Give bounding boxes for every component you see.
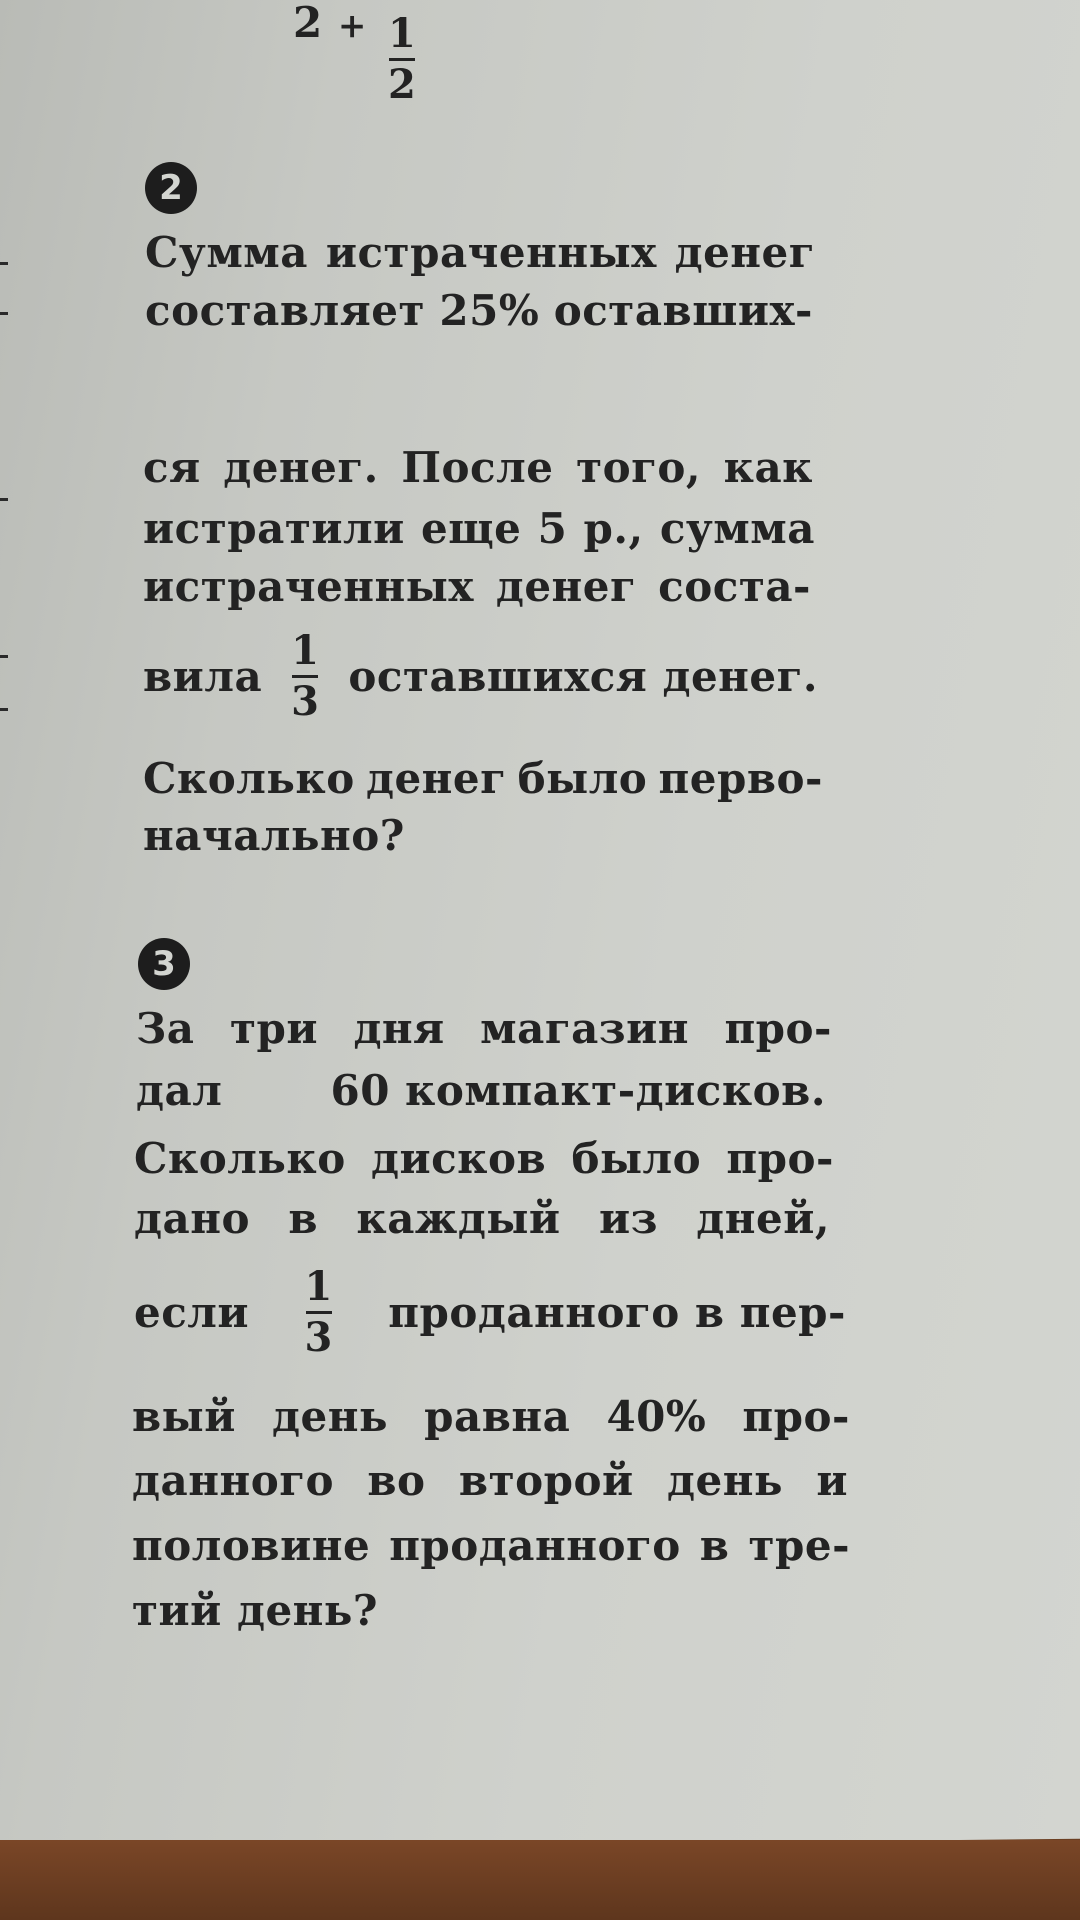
word: ся: [143, 443, 201, 492]
margin-mark: [0, 498, 8, 501]
problem-2-line-3: [143, 443, 813, 492]
problem-2-line-6: [143, 627, 818, 725]
word: Сумма: [145, 228, 308, 277]
problem-3-line-1: [136, 1004, 832, 1053]
expr-numerator: 1: [387, 10, 417, 57]
word: денег: [674, 228, 815, 277]
word: если: [134, 1287, 250, 1337]
fraction-one-third: [291, 627, 320, 725]
word: начально?: [143, 811, 405, 860]
expr-plus: +: [337, 6, 367, 46]
word: про-: [742, 1392, 850, 1441]
word: еще: [420, 504, 522, 553]
word: денег.: [223, 443, 379, 492]
word: тий день?: [132, 1586, 379, 1635]
word: половине: [132, 1521, 371, 1570]
wooden-table-edge: [0, 1840, 1080, 1920]
problem-2-line-5: [143, 562, 811, 611]
fraction-denominator: 3: [291, 678, 320, 725]
word: истратили: [143, 504, 405, 553]
word: дано: [134, 1194, 250, 1243]
word: день: [667, 1456, 783, 1505]
problem-3-line-5: [134, 1263, 846, 1361]
word: дал: [136, 1066, 223, 1115]
word: проданного: [389, 1521, 681, 1570]
word: оставшихся денег.: [348, 651, 818, 701]
word: в: [288, 1194, 319, 1243]
word: день: [272, 1392, 389, 1441]
word: дня: [353, 1004, 445, 1053]
problem-2-line-7: [143, 754, 823, 803]
word: р.,: [583, 504, 644, 553]
word: соста-: [658, 562, 811, 611]
word: денег: [495, 562, 637, 611]
problem-3-number: 3: [152, 944, 176, 984]
word: перво-: [658, 754, 823, 803]
word: За: [136, 1004, 195, 1053]
word: вила: [143, 651, 263, 701]
expr-whole: 2: [293, 0, 323, 47]
word: в: [699, 1521, 730, 1570]
word: во: [367, 1456, 426, 1505]
word: три: [229, 1004, 318, 1053]
expr-fraction: [387, 10, 417, 108]
word: После: [401, 443, 554, 492]
word: Сколько: [143, 754, 355, 803]
problem-3-line-4: [134, 1194, 830, 1243]
margin-mark: [0, 312, 8, 315]
problem-2-line-1: [145, 228, 815, 277]
header-expression: [293, 2, 422, 106]
problem-3-line-6: [132, 1392, 850, 1441]
word: сумма: [659, 504, 815, 553]
word: денег: [365, 754, 507, 803]
word: как: [723, 443, 813, 492]
word: проданного в пер-: [388, 1287, 846, 1337]
problem-3-line-3: [134, 1134, 834, 1183]
word: 40%: [606, 1392, 707, 1441]
word: Сколько: [134, 1134, 346, 1183]
problem-2-number-badge: [145, 162, 197, 214]
margin-mark: [0, 655, 8, 658]
word: второй: [458, 1456, 634, 1505]
problem-3-line-2: [136, 1066, 826, 1115]
word: равна: [424, 1392, 571, 1441]
problem-3-line-9: [132, 1586, 379, 1635]
fraction-denominator: 3: [304, 1314, 333, 1361]
word: составляет: [145, 286, 425, 335]
problem-3-line-7: [132, 1456, 848, 1505]
problem-2-number: 2: [159, 168, 183, 208]
word: и: [816, 1456, 848, 1505]
word: 5: [537, 504, 568, 553]
word: про-: [724, 1004, 832, 1053]
word: тре-: [748, 1521, 850, 1570]
word: было: [517, 754, 648, 803]
word: было: [571, 1134, 702, 1183]
word: данного: [132, 1456, 334, 1505]
word: оставших-: [553, 286, 813, 335]
word: дисков: [370, 1134, 547, 1183]
word: дней,: [696, 1194, 830, 1243]
problem-3-line-8: [132, 1521, 850, 1570]
word: истраченных: [325, 228, 657, 277]
word: каждый: [356, 1194, 561, 1243]
word: магазин: [480, 1004, 689, 1053]
fraction-numerator: 1: [304, 1263, 333, 1310]
problem-2-line-8: [143, 811, 405, 860]
expr-denominator: 2: [387, 61, 417, 108]
problem-2-line-4: [143, 504, 815, 553]
fraction-one-third: [304, 1263, 333, 1361]
margin-mark: [0, 708, 8, 711]
problem-2-line-2: [145, 286, 813, 335]
word: из: [598, 1194, 658, 1243]
word: истраченных: [143, 562, 474, 611]
word: про-: [726, 1134, 834, 1183]
word: того,: [576, 443, 701, 492]
fraction-numerator: 1: [291, 627, 320, 674]
word: 25%: [439, 286, 540, 335]
margin-mark: [0, 262, 8, 265]
word: вый: [132, 1392, 236, 1441]
problem-3-number-badge: [138, 938, 190, 990]
word: 60 компакт-дисков.: [330, 1066, 826, 1115]
